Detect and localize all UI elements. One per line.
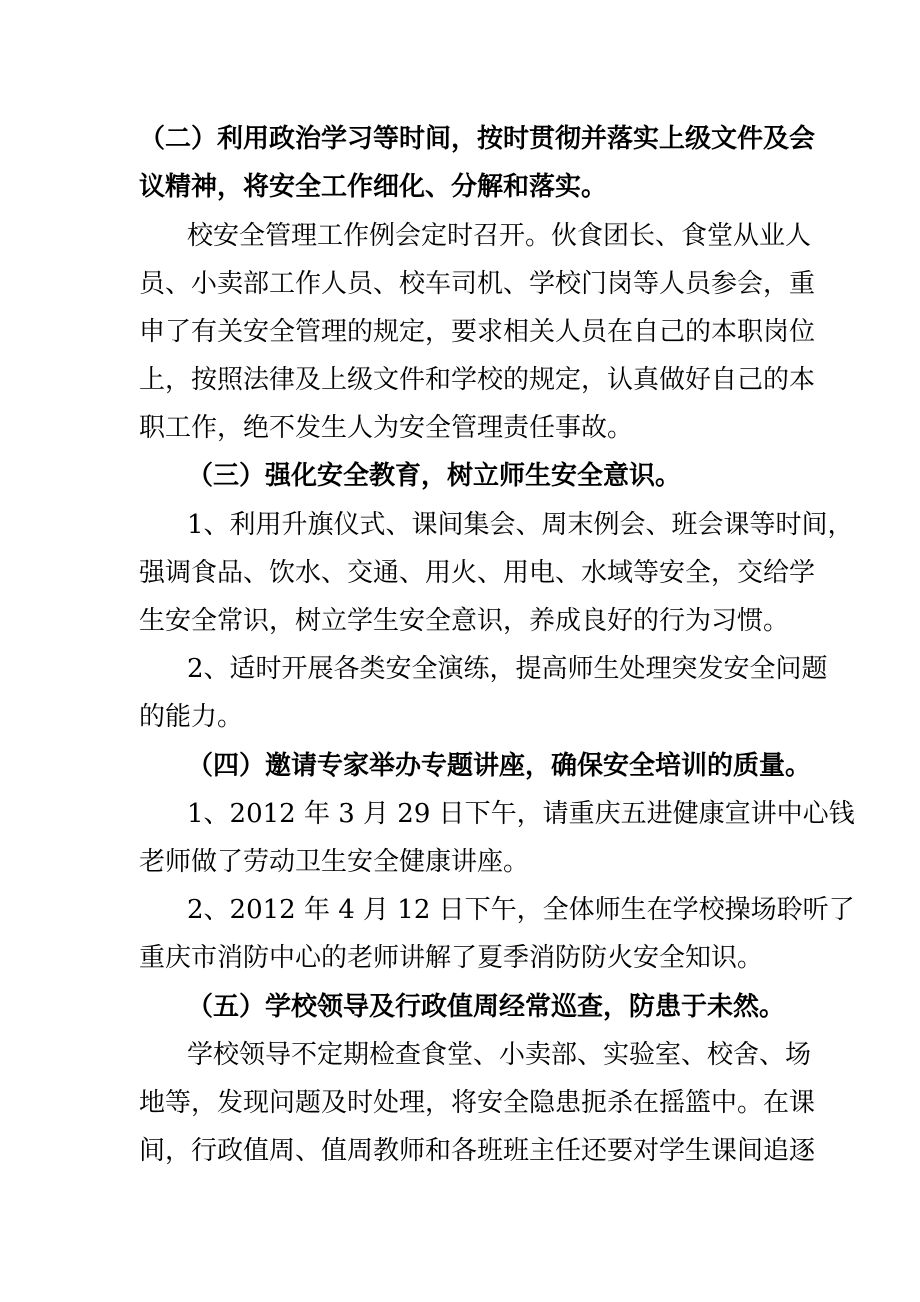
- paragraph-line: 申了有关安全管理的规定，要求相关人员在自己的本职岗位: [139, 317, 816, 347]
- paragraph-line: 生安全常识，树立学生安全意识，养成良好的行为习惯。: [139, 606, 790, 636]
- paragraph-line: 2、适时开展各类安全演练，提高师生处理突发安全问题: [187, 654, 828, 684]
- paragraph-line: 学校领导不定期检查食堂、小卖部、实验室、校舍、场: [187, 1040, 812, 1070]
- paragraph-line: 职工作，绝不发生人为安全管理责任事故。: [139, 413, 634, 443]
- paragraph-line: 1、2012 年 3 月 29 日下午，请重庆五进健康宣讲中心钱: [187, 799, 855, 829]
- paragraph-line: 的能力。: [139, 702, 244, 732]
- heading-line: （五）学校领导及行政值周经常巡查，防患于未然。: [187, 992, 786, 1022]
- paragraph-line: 重庆市消防中心的老师讲解了夏季消防防火安全知识。: [139, 943, 764, 973]
- paragraph-line: 老师做了劳动卫生安全健康讲座。: [139, 847, 530, 877]
- heading-line: （四）邀请专家举办专题讲座，确保安全培训的质量。: [187, 751, 812, 781]
- paragraph-line: 1、利用升旗仪式、课间集会、周末例会、班会课等时间，: [187, 510, 854, 540]
- paragraph-line: 上，按照法律及上级文件和学校的规定，认真做好自己的本: [139, 365, 816, 395]
- paragraph-line: 强调食品、饮水、交通、用火、用电、水域等安全，交给学: [139, 558, 816, 588]
- paragraph-line: 员、小卖部工作人员、校车司机、学校门岗等人员参会，重: [139, 269, 816, 299]
- paragraph-line: 2、2012 年 4 月 12 日下午，全体师生在学校操场聆听了: [187, 895, 855, 925]
- heading-line: （三）强化安全教育，树立师生安全意识。: [187, 461, 682, 491]
- paragraph-line: 校安全管理工作例会定时召开。伙食团长、食堂从业人: [187, 221, 812, 251]
- paragraph-line: 间，行政值周、值周教师和各班班主任还要对学生课间追逐: [139, 1136, 816, 1166]
- heading-line: （二）利用政治学习等时间，按时贯彻并落实上级文件及会: [139, 124, 816, 154]
- paragraph-line: 地等，发现问题及时处理，将安全隐患扼杀在摇篮中。在课: [139, 1088, 816, 1118]
- heading-line: 议精神，将安全工作细化、分解和落实。: [139, 172, 608, 202]
